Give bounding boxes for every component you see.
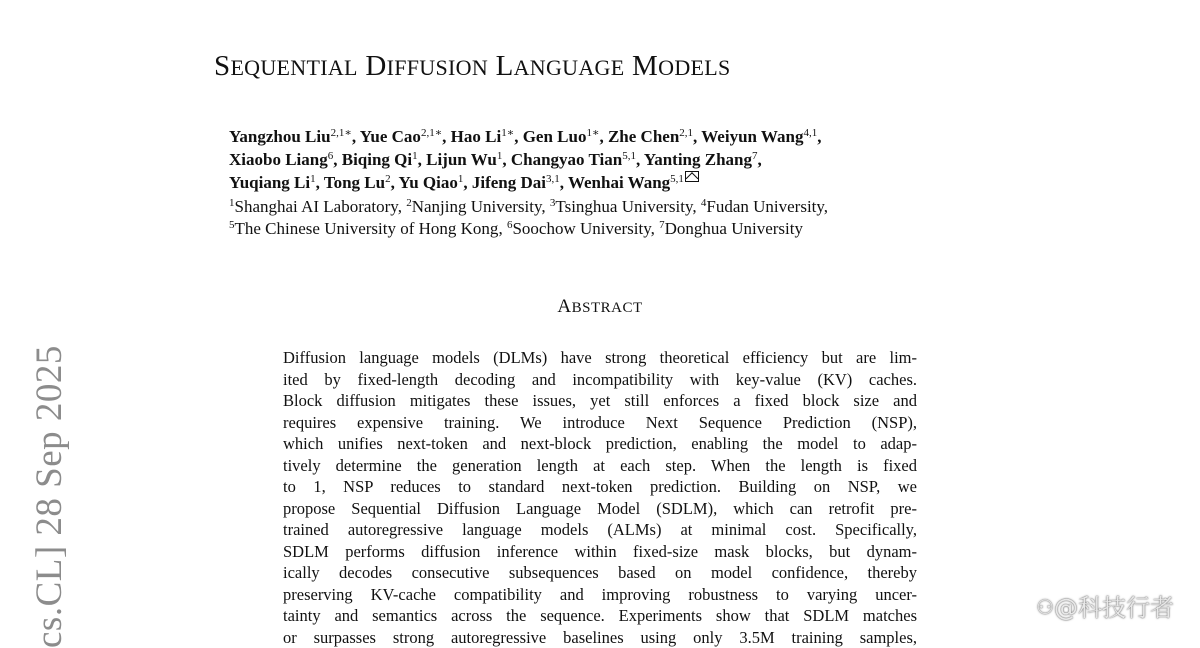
affiliation-name: Shanghai AI Laboratory bbox=[234, 197, 398, 216]
author-affil-mark: 5,1 bbox=[622, 149, 636, 162]
author-name: Lijun Wu bbox=[426, 149, 497, 169]
abstract-line: Block diffusion mitigates these issues, yet still enforces a fixed block size and bbox=[283, 391, 917, 410]
abstract-line: requires expensive training. We introduce Next Sequence Prediction (NSP), bbox=[283, 412, 917, 432]
author-name: Wenhai Wang bbox=[567, 173, 671, 192]
watermark-text: @科技行者 bbox=[1054, 594, 1174, 622]
affiliation-list bbox=[229, 196, 969, 240]
abstract-line: preserving KV-cache compatibility and improving robustness to varying uncer- bbox=[283, 584, 917, 604]
title-word-2-rest: IFFUSION bbox=[386, 55, 489, 80]
author-name: Weiyun Wang bbox=[701, 127, 804, 146]
affiliation-line: $^1$Shanghai AI Laboratory, $^2$Nanjing University, $^3$Tsinghua University, $^4$Fudan University, bbox=[229, 197, 829, 216]
abstract-body bbox=[283, 347, 917, 648]
author-name: Gen Luo bbox=[522, 127, 587, 146]
abstract-line: propose Sequential Diffusion Language Model (SDLM), which can retrofit pre- bbox=[283, 498, 917, 518]
abstract-heading-rest: BSTRACT bbox=[571, 300, 643, 316]
affiliation-mark: 1 bbox=[229, 197, 235, 209]
author-affil-mark: 1 bbox=[310, 173, 316, 185]
affiliation-name: Nanjing University bbox=[411, 197, 542, 216]
author-affil-mark: 1∗ bbox=[501, 127, 515, 139]
affiliation-name: Tsinghua University bbox=[555, 197, 693, 216]
author-line: Xiaobo Liang$^6$, Biqing Qi$^1$, Lijun Wu$^1$, Changyao Tian$^{5,1}$, Yanting Zhang$^7$, bbox=[229, 149, 762, 169]
author-name: Yuqiang Li bbox=[229, 173, 311, 192]
author-name: Hao Li bbox=[450, 127, 502, 146]
author-line: Yuqiang Li$^1$, Tong Lu$^2$, Yu Qiao$^1$, Jifeng Dai$^{3,1}$, Wenhai Wang$^{5,1}$ bbox=[229, 171, 969, 195]
corresponding-author-envelope-icon bbox=[685, 171, 699, 182]
watermark-logo-icon: ⚇ bbox=[1036, 595, 1054, 619]
affiliation-name: Soochow University bbox=[512, 219, 651, 238]
author-affil-mark: 2,1∗ bbox=[420, 127, 443, 139]
author-list bbox=[229, 126, 969, 195]
author-name: Yangzhou Liu bbox=[229, 127, 331, 146]
author-name: Changyao Tian bbox=[510, 149, 623, 169]
affiliation-name: The Chinese University of Hong Kong bbox=[234, 219, 499, 238]
arxiv-side-stamp: cs.CL] 28 Sep 2025 bbox=[29, 345, 70, 648]
affiliation-name: Donghua University bbox=[664, 219, 803, 238]
abstract-line: Diffusion language models (DLMs) have strong theoretical efficiency but are lim- bbox=[283, 348, 917, 367]
abstract-line: trained autoregressive language models (ALMs) at minimal cost. Specifically, bbox=[283, 520, 917, 539]
affiliation-mark: 3 bbox=[549, 197, 556, 209]
author-affil-mark: 3,1 bbox=[546, 173, 560, 185]
title-word-3-initial: L bbox=[495, 50, 514, 82]
abstract-line: tainty and semantics across the sequence. Experiments show that SDLM matches bbox=[283, 606, 917, 625]
title-word-1-rest: EQUENTIAL bbox=[230, 55, 358, 80]
affiliation-name: Fudan University bbox=[706, 197, 824, 216]
abstract-line: tively determine the generation length at each step. When the length is fixed bbox=[283, 455, 917, 475]
affiliation-mark: 7 bbox=[659, 219, 665, 231]
affiliation-line: $^5$The Chinese University of Hong Kong, $^6$Soochow University, $^7$Donghua University bbox=[229, 219, 803, 238]
source-watermark bbox=[1036, 588, 1174, 623]
author-affil-mark: 4,1 bbox=[803, 127, 818, 139]
author-affil-mark: 2,1∗ bbox=[330, 127, 352, 139]
affiliation-mark: 6 bbox=[506, 219, 513, 231]
title-word-1-initial: S bbox=[214, 50, 231, 82]
author-name: Yu Qiao bbox=[398, 173, 458, 192]
author-name: Tong Lu bbox=[323, 173, 386, 192]
author-affil-mark: 2 bbox=[385, 173, 391, 185]
abstract-line: to 1, NSP reduces to standard next-token prediction. Building on NSP, we bbox=[283, 477, 917, 496]
title-word-2-initial: D bbox=[365, 50, 387, 82]
author-line: Yangzhou Liu$^{2,1∗}$, Yue Cao$^{2,1∗}$, Hao $Li^{1∗}$, Gen Luo$^{1∗}$, Zhe Chen$^{2,1}$, Weiyun Wang$^{4,1}$, bbox=[229, 127, 822, 146]
title-word-4-initial: M bbox=[632, 50, 659, 82]
author-name: Jifeng Dai bbox=[471, 173, 546, 192]
abstract-line: SDLM performs diffusion inference within fixed-size mask blocks, but dynam- bbox=[283, 541, 917, 561]
abstract-heading bbox=[0, 296, 1200, 318]
author-affil-mark: 1∗ bbox=[586, 127, 600, 139]
affiliation-mark: 2 bbox=[406, 197, 412, 209]
title-word-4-rest: ODELS bbox=[658, 55, 731, 80]
author-name: Biqing Qi bbox=[341, 149, 413, 169]
author-affil-mark: 1 bbox=[412, 149, 418, 162]
title-word-3-rest: ANGUAGE bbox=[513, 55, 625, 80]
author-name: Xiaobo Liang bbox=[229, 149, 328, 169]
affiliation-mark: 5 bbox=[229, 219, 235, 231]
author-name: Yanting Zhang bbox=[643, 149, 753, 169]
author-affil-mark: 1 bbox=[457, 173, 464, 185]
author-affil-mark: 2,1 bbox=[679, 127, 694, 139]
author-name: Zhe Chen bbox=[607, 127, 680, 146]
abstract-heading-initial: A bbox=[557, 296, 572, 317]
abstract-line: or surpasses strong autoregressive baselines using only 3.5M training samples, bbox=[283, 627, 917, 647]
paper-title bbox=[214, 50, 731, 83]
author-affil-mark: 7 bbox=[752, 149, 758, 162]
abstract-line: ically decodes consecutive subsequences based on model confidence, thereby bbox=[283, 563, 917, 582]
abstract-line: ited by fixed-length decoding and incompatibility with key-value (KV) caches. bbox=[283, 369, 917, 389]
author-name: Yue Cao bbox=[359, 127, 421, 146]
author-affil-mark: 6 bbox=[327, 149, 334, 162]
affiliation-mark: 4 bbox=[700, 197, 707, 209]
abstract-line: which unifies next-token and next-block prediction, enabling the model to adap- bbox=[283, 434, 917, 453]
author-affil-mark: 1 bbox=[496, 149, 503, 162]
author-affil-mark: 5,1 bbox=[670, 173, 684, 185]
